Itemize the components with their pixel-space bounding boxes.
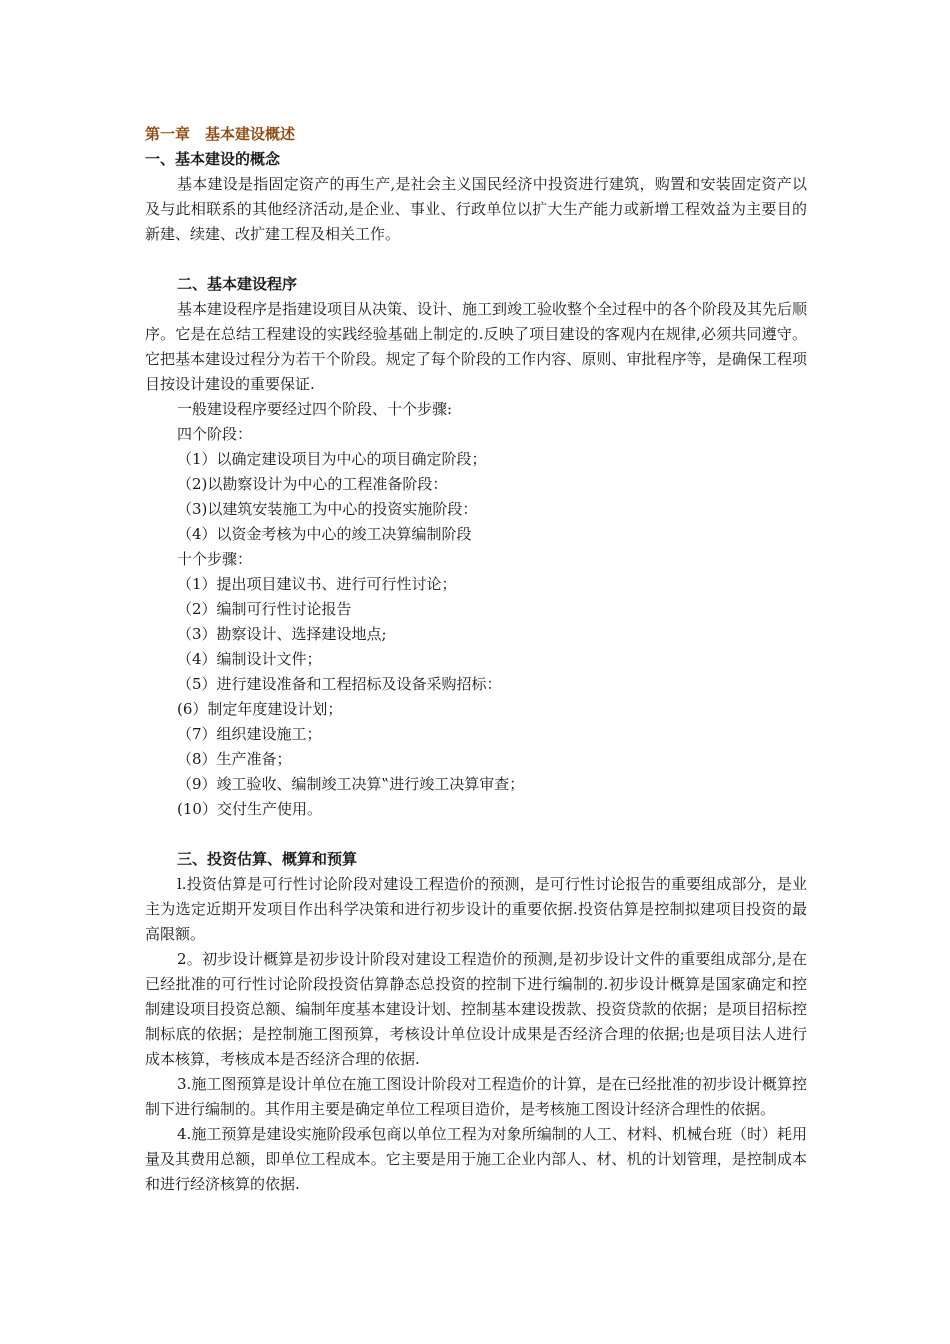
step-item: （3）勘察设计、选择建设地点; [177, 625, 387, 643]
paragraph-construction-budget: 4.施工预算是建设实施阶段承包商以单位工程为对象所编制的人工、材料、机械台班（时）耗用量及其费用总额，即单位工程成本。它主要是用于施工企业内部人、材、机的计划管理，是控制成本和进行经济核算的依据. [145, 1125, 807, 1193]
step-item: （1）提出项目建议书、进行可行性讨论； [177, 575, 457, 593]
paragraph-preliminary-budget: 2。初步设计概算是初步设计阶段对建设工程造价的预测,是初步设计文件的重要组成部分,是在已经批准的可行性讨论阶段投资估算静态总投资的控制下进行编制的.初步设计概算是国家确定和控制建设项目投资总额、编制年度基本建设计划、控制基本建设拨款、投资贷款的依据；是项目招标控制标底的依据；是控制施工图预算，考核设计单位设计成果是否经济合理的依据;也是项目法人进行成本核算，考核成本是否经济合理的依据. [145, 950, 807, 1068]
spacer [145, 247, 807, 272]
stages-label: 四个阶段： [177, 425, 253, 443]
paragraph-drawing-budget: 3.施工图预算是设计单位在施工图设计阶段对工程造价的计算，是在已经批准的初步设计概算控制下进行编制的。其作用主要是确定单位工程项目造价，是考核施工图设计经济合理性的依据。 [145, 1075, 807, 1118]
spacer [145, 822, 807, 847]
step-item: （9）竣工验收、编制竣工决算‟进行竣工决算审查； [177, 775, 525, 793]
procedure-intro: 一般建设程序要经过四个阶段、十个步骤: [177, 400, 453, 418]
paragraph-investment-estimate: l.投资估算是可行性讨论阶段对建设工程造价的预测，是可行性讨论报告的重要组成部分，是业主为选定近期开发项目作出科学决策和进行初步设计的重要依据.投资估算是控制拟建项目投资的最高限额。 [145, 875, 807, 943]
paragraph-procedure: 基本建设程序是指建设项目从决策、设计、施工到竣工验收整个全过程中的各个阶段及其先后顺序。它是在总结工程建设的实践经验基础上制定的.反映了项目建设的客观内在规律,必须共同遵守。它把基本建设过程分为若干个阶段。规定了每个阶段的工作内容、原则、审批程序等，是确保工程项目按设计建设的重要保证. [145, 300, 808, 393]
step-item: （5）进行建设准备和工程招标及设备采购招标： [177, 675, 502, 693]
step-item: （7）组织建设施工； [177, 725, 322, 743]
stage-item: （2)以勘察设计为中心的工程准备阶段： [177, 475, 448, 493]
step-item: (10）交付生产使用。 [177, 800, 322, 818]
paragraph-concept: 基本建设是指固定资产的再生产,是社会主义国民经济中投资进行建筑，购置和安装固定资产以及与此相联系的其他经济活动,是企业、事业、行政单位以扩大生产能力或新增工程效益为主要目的新建、续建、改扩建工程及相关工作。 [145, 175, 807, 243]
section-heading-procedure: 二、基本建设程序 [177, 275, 298, 293]
step-item: （4）编制设计文件； [177, 650, 322, 668]
stage-item: （4）以资金考核为中心的竣工决算编制阶段 [177, 525, 472, 543]
chapter-title: 第一章 基本建设概述 [145, 125, 296, 143]
step-item: (6）制定年度建设计划； [177, 700, 343, 718]
section-heading-estimates: 三、投资估算、概算和预算 [177, 850, 358, 868]
steps-label: 十个步骤： [177, 550, 253, 568]
section-heading-concept: 一、基本建设的概念 [145, 150, 281, 168]
step-item: （2）编制可行性讨论报告 [177, 600, 352, 618]
stage-item: （1）以确定建设项目为中心的项目确定阶段； [177, 450, 487, 468]
step-item: （8）生产准备； [177, 750, 292, 768]
document-page [145, 122, 807, 1197]
stage-item: （3)以建筑安装施工为中心的投资实施阶段： [177, 500, 478, 518]
